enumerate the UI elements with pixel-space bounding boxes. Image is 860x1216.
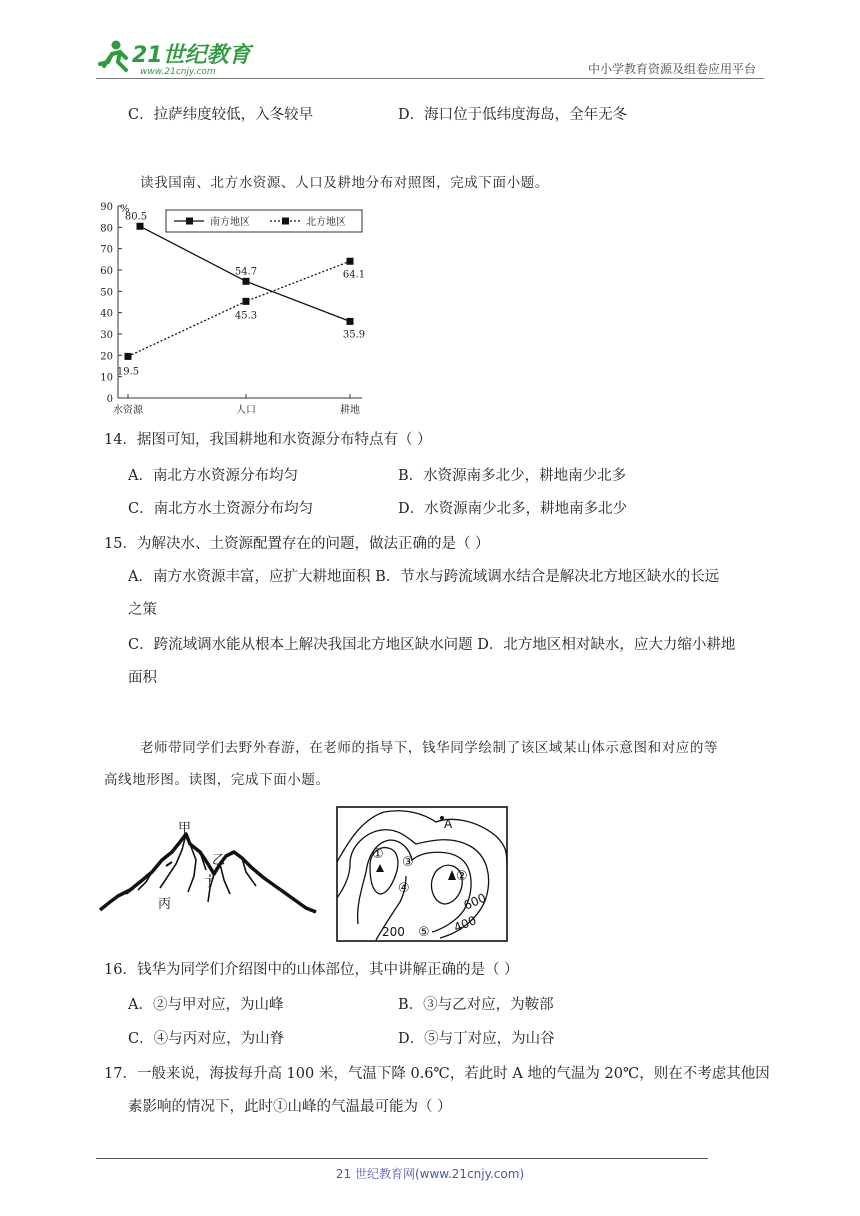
svg-text:21世纪教育: 21世纪教育 [132, 43, 251, 68]
y-tick-label: 70 [100, 244, 113, 256]
q15-line2: 之策 [128, 602, 157, 618]
label-c2: ② [456, 869, 468, 884]
q15-line1: A．南方水资源丰富，应扩大耕地面积 B．节水与跨流域调水结合是解决北方地区缺水的长远 [128, 569, 720, 585]
y-tick-label: 20 [100, 351, 113, 363]
header-platform-text: 中小学教育资源及组卷应用平台 [587, 62, 756, 76]
legend-marker-1 [186, 218, 193, 225]
label-c4: ④ [398, 881, 410, 896]
label-c1: ① [372, 847, 384, 862]
q17-line2: 素影响的情况下，此时①山峰的气温最可能为（ ） [128, 1099, 452, 1115]
label-200: 200 [382, 925, 405, 939]
header-divider [96, 78, 764, 79]
label-600: 600 [461, 890, 489, 913]
legend-label-1: 南方地区 [210, 217, 250, 228]
series-1-marker [347, 318, 354, 325]
q14-option-d: D．水资源南少北多，耕地南多北少 [398, 501, 628, 517]
y-tick-label: 30 [100, 330, 113, 341]
q15-stem: 15．为解决水、土资源配置存在的问题，做法正确的是（ ） [104, 536, 490, 552]
series-2-marker [347, 258, 354, 265]
y-tick-label: 90 [100, 202, 113, 213]
label-yi: 乙 [212, 853, 226, 868]
svg-text:www.21cnjy.com: www.21cnjy.com [140, 67, 216, 77]
legend-marker-2 [282, 218, 289, 225]
y-tick-label: 0 [106, 394, 113, 405]
q15-line3: C．跨流域调水能从根本上解决我国北方地区缺水问题 D．北方地区相对缺水，应大力缩小耕地 [128, 637, 736, 653]
label-jia: 甲 [178, 821, 192, 836]
footer-divider [96, 1158, 708, 1159]
x-tick-label: 人口 [236, 405, 256, 416]
intro-mountain-line1: 老师带同学们去野外春游，在老师的指导下，钱华同学绘制了该区域某山体示意图和对应的等 [140, 740, 719, 756]
series-1-data-label: 54.7 [234, 266, 258, 278]
q16-option-b: B．③与乙对应，为鞍部 [398, 997, 554, 1013]
series-1-marker [243, 278, 250, 285]
x-tick-label: 水资源 [113, 405, 143, 416]
label-c5: ⑤ [418, 925, 430, 940]
intro-mountain-line2: 高线地形图。读图，完成下面小题。 [104, 772, 330, 788]
q17-line1: 17．一般来说，海拔每升高 100 米，气温下降 0.6℃，若此时 A 地的气温为 20℃，则在不考虑其他因 [104, 1066, 770, 1082]
intro-chart: 读我国南、北方水资源、人口及耕地分布对照图，完成下面小题。 [140, 175, 549, 191]
q16-option-a: A．②与甲对应，为山峰 [128, 997, 284, 1013]
contour-map [336, 806, 508, 942]
y-tick-label: 60 [100, 266, 113, 277]
q14-option-a: A．南北方水资源分布均匀 [128, 468, 298, 484]
q16-stem: 16．钱华为同学们介绍图中的山体部位，其中讲解正确的是（ ） [104, 962, 519, 978]
series-2-data-label: 45.3 [234, 310, 258, 322]
series-2-data-label: 19.5 [116, 366, 140, 378]
label-a: A [444, 817, 453, 831]
q14-option-c: C．南北方水土资源分布均匀 [128, 501, 314, 517]
y-tick-label: 50 [100, 287, 113, 299]
legend-label-2: 北方地区 [306, 217, 346, 228]
series-1-data-label: 80.5 [124, 211, 148, 223]
runner-icon [100, 41, 126, 71]
site-logo [96, 36, 266, 78]
series-1-marker [137, 223, 144, 230]
q14-stem: 14．据图可知，我国耕地和水资源分布特点有（ ） [104, 432, 432, 448]
prev-option-d: D．海口位于低纬度海岛，全年无冬 [398, 107, 628, 123]
q16-option-d: D．⑤与丁对应，为山谷 [398, 1031, 555, 1047]
mountain-sketch [96, 816, 320, 916]
y-tick-label: 40 [100, 308, 113, 320]
q14-option-b: B．水资源南多北少，耕地南少北多 [398, 468, 627, 484]
prev-option-c: C．拉萨纬度较低，入冬较早 [128, 107, 314, 123]
label-c3: ③ [402, 855, 414, 870]
series-1-data-label: 35.9 [342, 329, 366, 341]
label-400: 400 [451, 913, 479, 935]
y-tick-label: 80 [100, 223, 113, 235]
q15-line4: 面积 [128, 670, 157, 686]
label-ding: 丁 [204, 876, 215, 889]
label-bing: 丙 [158, 897, 172, 912]
x-tick-label: 耕地 [340, 405, 360, 416]
q16-option-c: C．④与丙对应，为山脊 [128, 1031, 285, 1047]
series-2-marker [125, 353, 132, 360]
series-2-marker [243, 298, 250, 305]
y-unit-label: % [120, 204, 130, 215]
footer-text: 21 世纪教育网(www.21cnjy.com) [335, 1167, 525, 1181]
y-tick-label: 10 [100, 372, 113, 384]
series-2-data-label: 64.1 [342, 269, 366, 281]
line-chart [96, 198, 376, 422]
